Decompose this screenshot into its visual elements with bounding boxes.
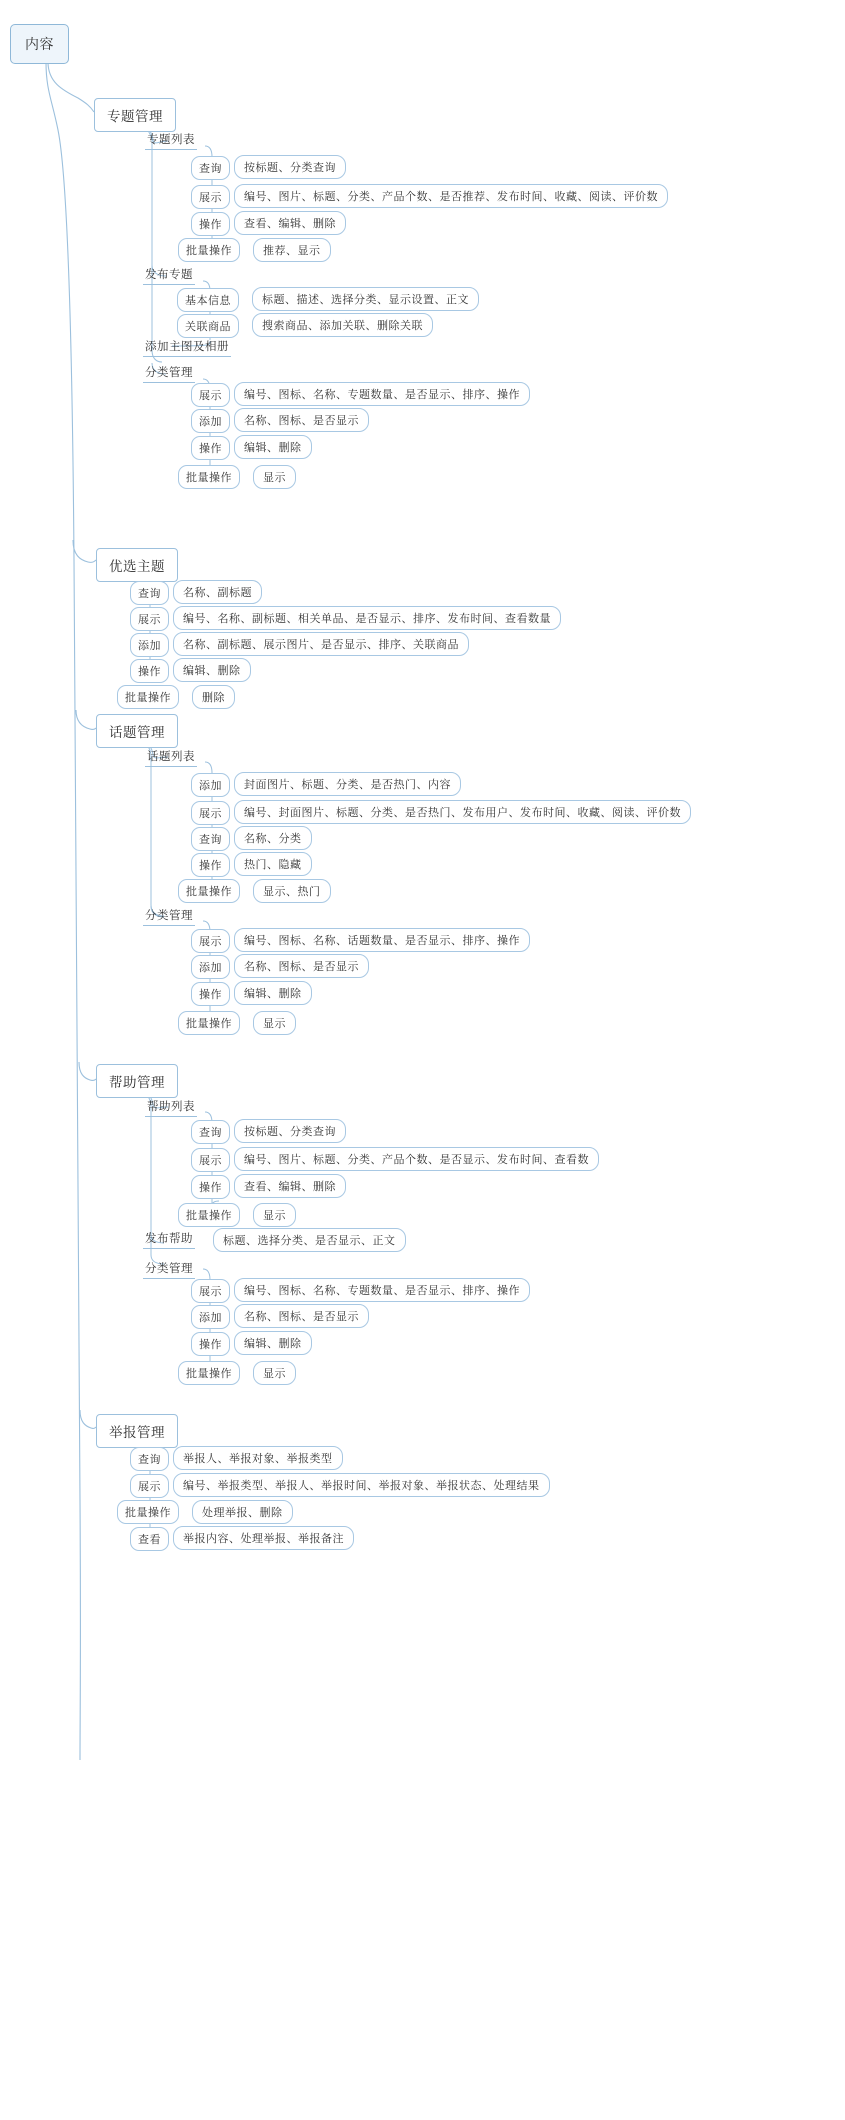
value-pill[interactable]: 处理举报、删除 — [192, 1500, 293, 1524]
tag-display[interactable]: 展示 — [191, 801, 230, 825]
tag-operation[interactable]: 操作 — [191, 1332, 230, 1356]
value-pill[interactable]: 名称、副标题、展示图片、是否显示、排序、关联商品 — [173, 632, 469, 656]
value-pill[interactable]: 显示 — [253, 1203, 296, 1227]
root-node[interactable]: 内容 — [10, 24, 69, 64]
value-pill[interactable]: 标题、选择分类、是否显示、正文 — [213, 1228, 406, 1252]
value-pill[interactable]: 按标题、分类查询 — [234, 155, 346, 179]
tag-display[interactable]: 展示 — [191, 929, 230, 953]
tag-display[interactable]: 展示 — [191, 1148, 230, 1172]
tag-add[interactable]: 添加 — [191, 955, 230, 979]
tag-query[interactable]: 查询 — [191, 156, 230, 180]
tag-batch-operation[interactable]: 批量操作 — [178, 1203, 240, 1227]
value-pill[interactable]: 编号、举报类型、举报人、举报时间、举报对象、举报状态、处理结果 — [173, 1473, 550, 1497]
branch-node-thread-management[interactable]: 话题管理 — [96, 714, 178, 748]
tag-batch-operation[interactable]: 批量操作 — [178, 879, 240, 903]
value-pill[interactable]: 编辑、删除 — [234, 981, 312, 1005]
tag-operation[interactable]: 操作 — [191, 982, 230, 1006]
group-label-publish-topic[interactable]: 发布专题 — [143, 265, 195, 285]
value-pill[interactable]: 标题、描述、选择分类、显示设置、正文 — [252, 287, 479, 311]
value-pill[interactable]: 名称、图标、是否显示 — [234, 1304, 369, 1328]
group-label-thread-list[interactable]: 话题列表 — [145, 747, 197, 767]
tag-batch-operation[interactable]: 批量操作 — [178, 1361, 240, 1385]
value-pill[interactable]: 查看、编辑、删除 — [234, 1174, 346, 1198]
value-pill[interactable]: 删除 — [192, 685, 235, 709]
tag-display[interactable]: 展示 — [191, 1279, 230, 1303]
value-pill[interactable]: 举报人、举报对象、举报类型 — [173, 1446, 343, 1470]
tag-operation[interactable]: 操作 — [191, 212, 230, 236]
value-pill[interactable]: 举报内容、处理举报、举报备注 — [173, 1526, 354, 1550]
tag-display[interactable]: 展示 — [130, 607, 169, 631]
value-pill[interactable]: 编辑、删除 — [234, 435, 312, 459]
value-pill[interactable]: 编号、图片、标题、分类、产品个数、是否推荐、发布时间、收藏、阅读、评价数 — [234, 184, 668, 208]
value-pill[interactable]: 编号、图标、名称、专题数量、是否显示、排序、操作 — [234, 382, 530, 406]
value-pill[interactable]: 推荐、显示 — [253, 238, 331, 262]
group-label-publish-help[interactable]: 发布帮助 — [143, 1229, 195, 1249]
value-pill[interactable]: 显示 — [253, 1011, 296, 1035]
tag-query[interactable]: 查询 — [130, 1447, 169, 1471]
tag-query[interactable]: 查询 — [130, 581, 169, 605]
branch-node-featured-theme[interactable]: 优选主题 — [96, 548, 178, 582]
value-pill[interactable]: 封面图片、标题、分类、是否热门、内容 — [234, 772, 461, 796]
plain-node-add-main-image[interactable]: 添加主图及相册 — [143, 337, 231, 357]
tag-display[interactable]: 展示 — [191, 383, 230, 407]
tag-batch-operation[interactable]: 批量操作 — [178, 1011, 240, 1035]
branch-node-topic-management[interactable]: 专题管理 — [94, 98, 176, 132]
value-pill[interactable]: 热门、隐藏 — [234, 852, 312, 876]
value-pill[interactable]: 名称、图标、是否显示 — [234, 408, 369, 432]
value-pill[interactable]: 名称、图标、是否显示 — [234, 954, 369, 978]
value-pill[interactable]: 编号、图标、名称、专题数量、是否显示、排序、操作 — [234, 1278, 530, 1302]
value-pill[interactable]: 编号、封面图片、标题、分类、是否热门、发布用户、发布时间、收藏、阅读、评价数 — [234, 800, 691, 824]
tag-display[interactable]: 展示 — [130, 1474, 169, 1498]
tag-operation[interactable]: 操作 — [130, 659, 169, 683]
value-pill[interactable]: 编号、名称、副标题、相关单品、是否显示、排序、发布时间、查看数量 — [173, 606, 561, 630]
tag-operation[interactable]: 操作 — [191, 1175, 230, 1199]
tag-operation[interactable]: 操作 — [191, 853, 230, 877]
tag-query[interactable]: 查询 — [191, 827, 230, 851]
group-label-topic-list[interactable]: 专题列表 — [145, 130, 197, 150]
tag-add[interactable]: 添加 — [191, 409, 230, 433]
value-pill[interactable]: 编辑、删除 — [234, 1331, 312, 1355]
value-pill[interactable]: 名称、分类 — [234, 826, 312, 850]
tag-related-products[interactable]: 关联商品 — [177, 314, 239, 338]
tag-display[interactable]: 展示 — [191, 185, 230, 209]
tag-add[interactable]: 添加 — [130, 633, 169, 657]
tag-batch-operation[interactable]: 批量操作 — [178, 465, 240, 489]
tag-view[interactable]: 查看 — [130, 1527, 169, 1551]
group-label-category-management[interactable]: 分类管理 — [143, 906, 195, 926]
tag-basic-info[interactable]: 基本信息 — [177, 288, 239, 312]
group-label-category-management[interactable]: 分类管理 — [143, 363, 195, 383]
value-pill[interactable]: 查看、编辑、删除 — [234, 211, 346, 235]
group-label-help-list[interactable]: 帮助列表 — [145, 1097, 197, 1117]
tag-batch-operation[interactable]: 批量操作 — [117, 1500, 179, 1524]
value-pill[interactable]: 编号、图标、名称、话题数量、是否显示、排序、操作 — [234, 928, 530, 952]
tag-query[interactable]: 查询 — [191, 1120, 230, 1144]
tag-batch-operation[interactable]: 批量操作 — [117, 685, 179, 709]
value-pill[interactable]: 显示 — [253, 1361, 296, 1385]
branch-node-report-management[interactable]: 举报管理 — [96, 1414, 178, 1448]
value-pill[interactable]: 编辑、删除 — [173, 658, 251, 682]
tag-add[interactable]: 添加 — [191, 1305, 230, 1329]
value-pill[interactable]: 显示 — [253, 465, 296, 489]
tag-operation[interactable]: 操作 — [191, 436, 230, 460]
tag-add[interactable]: 添加 — [191, 773, 230, 797]
value-pill[interactable]: 按标题、分类查询 — [234, 1119, 346, 1143]
value-pill[interactable]: 显示、热门 — [253, 879, 331, 903]
group-label-category-management[interactable]: 分类管理 — [143, 1259, 195, 1279]
value-pill[interactable]: 名称、副标题 — [173, 580, 262, 604]
value-pill[interactable]: 搜索商品、添加关联、删除关联 — [252, 313, 433, 337]
tag-batch-operation[interactable]: 批量操作 — [178, 238, 240, 262]
branch-node-help-management[interactable]: 帮助管理 — [96, 1064, 178, 1098]
value-pill[interactable]: 编号、图片、标题、分类、产品个数、是否显示、发布时间、查看数 — [234, 1147, 599, 1171]
